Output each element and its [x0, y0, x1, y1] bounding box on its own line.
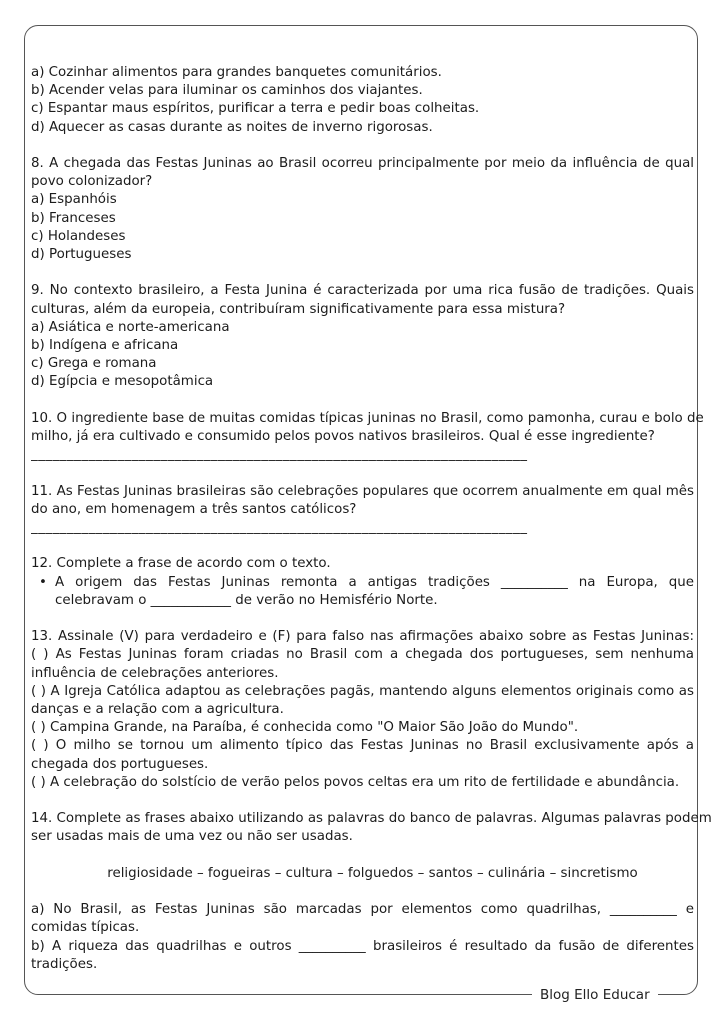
q9-option-c: c) Grega e romana [31, 356, 157, 372]
q10-text-line2: milho, já era cultivado e consumido pelos povos nativos brasileiros. Qual é esse ingrediente? [31, 429, 655, 445]
q13-title: 13. Assinale (V) para verdadeiro e (F) para falso nas afirmações abaixo sobre as Festas Juninas: [31, 629, 694, 645]
q9-option-a: a) Asiática e norte-americana [31, 319, 230, 335]
q11-text-line1: 11. As Festas Juninas brasileiras são celebrações populares que ocorrem anualmente em qual mês [31, 483, 694, 499]
q7-option-a: a) Cozinhar alimentos para grandes banquetes comunitários. [31, 65, 442, 80]
q8-option-a: a) Espanhóis [31, 192, 117, 208]
q13-item-1-line2: influência de celebrações anteriores. [31, 665, 279, 681]
q13-item-4-line2: chegada dos portugueses. [31, 756, 209, 772]
q9-text-line2: culturas, além da europeia, contribuíram significativamente para essa mistura? [31, 301, 566, 317]
worksheet-content [31, 64, 712, 974]
question-13 [31, 628, 694, 792]
question-14 [31, 810, 712, 974]
q11-answer-line[interactable]: _____________________________________________________________________ [31, 520, 528, 536]
q14-item-b-line2: tradições. [31, 956, 98, 972]
q8-option-c: c) Holandeses [31, 228, 126, 244]
q13-item-2-line1: ( ) A Igreja Católica adaptou as celebrações pagãs, mantendo alguns elementos originais como as [31, 683, 694, 699]
q13-item-5: ( ) A celebração do solstício de verão pelos povos celtas era um rito de fertilidade e abundância. [31, 774, 680, 790]
footer-brand: Blog Ello Educar [532, 986, 658, 1004]
q13-item-4-line1: ( ) O milho se tornou um alimento típico das Festas Juninas no Brasil exclusivamente após a [31, 738, 694, 754]
q7-option-d: d) Aquecer as casas durante as noites de inverno rigorosas. [31, 119, 433, 135]
q13-item-1-line1: ( ) As Festas Juninas foram criadas no Brasil com a chegada dos portugueses, sem nenhuma [31, 647, 694, 663]
word-bank: religiosidade – fogueiras – cultura – folguedos – santos – culinária – sincretismo [107, 865, 638, 881]
bullet-icon: • [39, 574, 47, 590]
q9-text-line1: 9. No contexto brasileiro, a Festa Junina é caracterizada por uma rica fusão de tradições. Quais [31, 283, 694, 299]
question-8 [31, 155, 694, 264]
question-10 [31, 410, 704, 465]
q7-option-b: b) Acender velas para iluminar os caminhos dos viajantes. [31, 83, 423, 99]
q8-option-d: d) Portugueses [31, 247, 132, 263]
q10-answer-line[interactable]: _____________________________________________________________________ [31, 447, 528, 463]
question-9 [31, 282, 694, 391]
q13-item-2-line2: danças e a relação com a agricultura. [31, 702, 284, 718]
q12-bullet-item [31, 574, 694, 610]
q8-option-b: b) Franceses [31, 210, 116, 226]
q12-bullet-line2: celebravam o ____________ de verão no Hemisfério Norte. [55, 592, 438, 608]
question-11 [31, 483, 694, 538]
q14-text-line2: ser usadas mais de uma vez ou não ser usadas. [31, 829, 353, 845]
q14-item-a-line2: comidas típicas. [31, 920, 140, 936]
q11-text-line2: do ano, em homenagem a três santos católicos? [31, 501, 357, 517]
q9-option-b: b) Indígena e africana [31, 338, 179, 354]
q14-text-line1: 14. Complete as frases abaixo utilizando as palavras do banco de palavras. Algumas palavras podem [31, 811, 712, 827]
q13-item-3: ( ) Campina Grande, na Paraíba, é conhecida como "O Maior São João do Mundo". [31, 720, 579, 736]
question-12 [31, 555, 694, 610]
q8-text-line2: povo colonizador? [31, 174, 153, 190]
q10-text-line1: 10. O ingrediente base de muitas comidas típicas juninas no Brasil, como pamonha, curau e bolo de [31, 410, 704, 426]
q14-item-a-line1: a) No Brasil, as Festas Juninas são marcadas por elementos como quadrilhas, __________ e [31, 902, 694, 918]
q14-item-b-line1: b) A riqueza das quadrilhas e outros __________ brasileiros é resultado da fusão de diferentes [31, 938, 694, 954]
q12-bullet-line1: A origem das Festas Juninas remonta a antigas tradições __________ na Europa, que [55, 574, 694, 590]
q9-option-d: d) Egípcia e mesopotâmica [31, 374, 214, 390]
q12-title: 12. Complete a frase de acordo com o texto. [31, 556, 331, 572]
q8-text-line1: 8. A chegada das Festas Juninas ao Brasil ocorreu principalmente por meio da influência de qual [31, 156, 694, 171]
q7-options [31, 64, 694, 137]
q7-option-c: c) Espantar maus espíritos, purificar a terra e pedir boas colheitas. [31, 101, 480, 117]
